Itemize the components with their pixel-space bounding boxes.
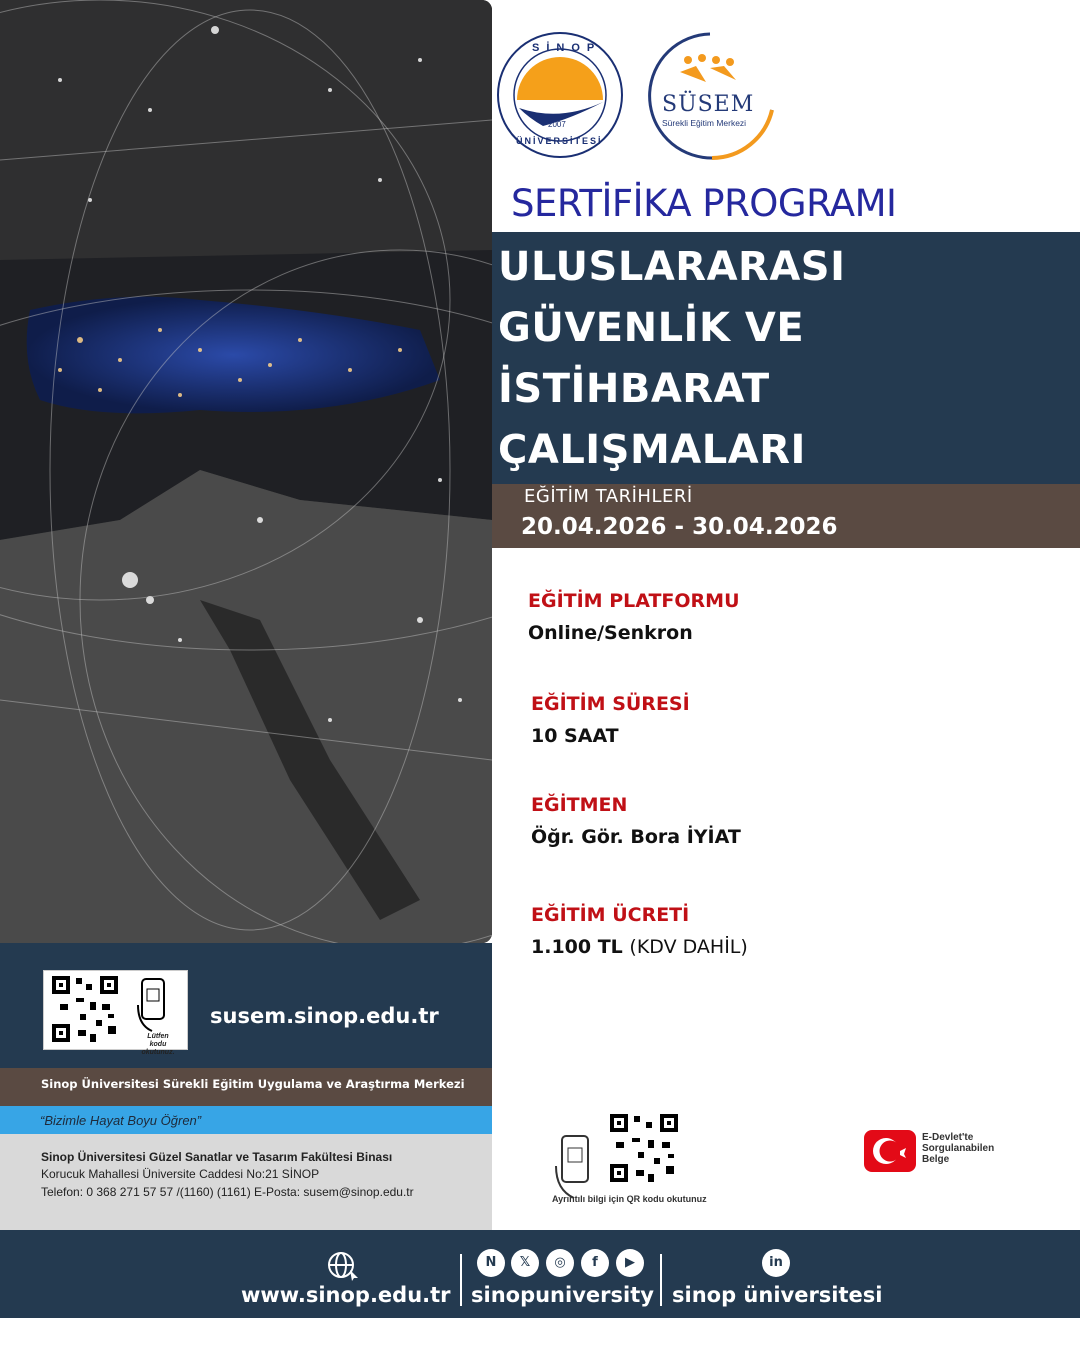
linkedin-icon[interactable]: in [762,1249,790,1277]
instructor-value: Öğr. Gör. Bora İYİAT [531,826,741,848]
phone-scan-icon [136,975,176,1035]
qr-card [43,970,188,1056]
qr-code-icon [50,974,130,1050]
footer-social-handle[interactable]: sinopuniversity [471,1283,654,1307]
instructor-label: EĞİTMEN [531,794,628,816]
youtube-icon[interactable]: ▶ [616,1249,644,1277]
qr-hint-text: Lütfen kodu okutunuz. [141,1033,175,1056]
sinop-logo-year: 2007 [548,120,566,129]
training-dates-value: 20.04.2026 - 30.04.2026 [521,514,838,540]
slogan: “Bizimle Hayat Boyu Öğren” [40,1113,202,1128]
duration-label: EĞİTİM SÜRESİ [531,693,690,715]
course-title-line-4: ÇALIŞMALARI [498,427,806,473]
program-type-title: SERTİFİKA PROGRAMI [511,182,897,225]
building-name: Sinop Üniversitesi Güzel Sanatlar ve Tasarım Fakültesi Binası [41,1150,393,1164]
fee-amount: 1.100 TL [531,936,623,958]
susem-logo [640,30,780,162]
facebook-icon[interactable]: f [581,1249,609,1277]
footer-linkedin-name[interactable]: sinop üniversitesi [672,1283,883,1307]
center-name: Sinop Üniversitesi Sürekli Eğitim Uygulama ve Araştırma Merkezi [41,1077,465,1091]
address-line: Korucuk Mahallesi Üniversite Caddesi No:21 SİNOP [41,1167,320,1181]
globe-icon[interactable] [326,1250,360,1287]
phone-scan-icon [552,1132,596,1202]
course-title-block [492,232,1080,484]
course-title-line-1: ULUSLARARASI [498,244,846,290]
platform-label: EĞİTİM PLATFORMU [528,590,740,612]
e-devlet-badge [862,1126,1007,1178]
qr-caption: Ayrıntılı bilgi için QR kodu okutunuz [552,1194,707,1204]
e-devlet-line-3: Belge [922,1154,950,1165]
footer-website-link[interactable]: www.sinop.edu.tr [241,1283,451,1307]
turkish-flag-icon [862,1126,918,1176]
address-panel [0,1134,492,1230]
satellite-night-map-image [0,0,492,943]
duration-value: 10 SAAT [531,725,619,747]
e-devlet-line-1: E-Devlet'te [922,1132,974,1143]
fee-note: (KDV DAHİL) [629,936,748,958]
platform-value: Online/Senkron [528,622,693,644]
sinop-logo-bottom-text: ÜNİVERSİTESİ [516,136,603,146]
susem-website-link[interactable]: susem.sinop.edu.tr [210,1004,439,1028]
susem-logo-name: SÜSEM [662,92,755,117]
x-icon[interactable]: 𝕏 [511,1249,539,1277]
footer-divider [460,1254,462,1306]
training-dates-label: EĞİTİM TARİHLERİ [524,486,693,507]
phone-email-line: Telefon: 0 368 271 57 57 /(1160) (1161) E-Posta: susem@sinop.edu.tr [41,1185,414,1199]
nsosyal-icon[interactable]: N [477,1249,505,1277]
course-title-line-2: GÜVENLİK VE [498,305,805,351]
sinop-logo-top-text: SİNOP [532,42,602,54]
footer-divider [660,1254,662,1306]
instagram-icon[interactable]: ◎ [546,1249,574,1277]
course-title-line-3: İSTİHBARAT [498,366,770,412]
fee-label: EĞİTİM ÜCRETİ [531,904,690,926]
e-devlet-line-2: Sorgulanabilen [922,1143,995,1154]
susem-logo-subtitle: Sürekli Eğitim Merkezi [662,118,747,128]
qr-code-icon [608,1112,682,1186]
training-dates-block [492,484,1080,548]
fee-value [531,936,748,958]
